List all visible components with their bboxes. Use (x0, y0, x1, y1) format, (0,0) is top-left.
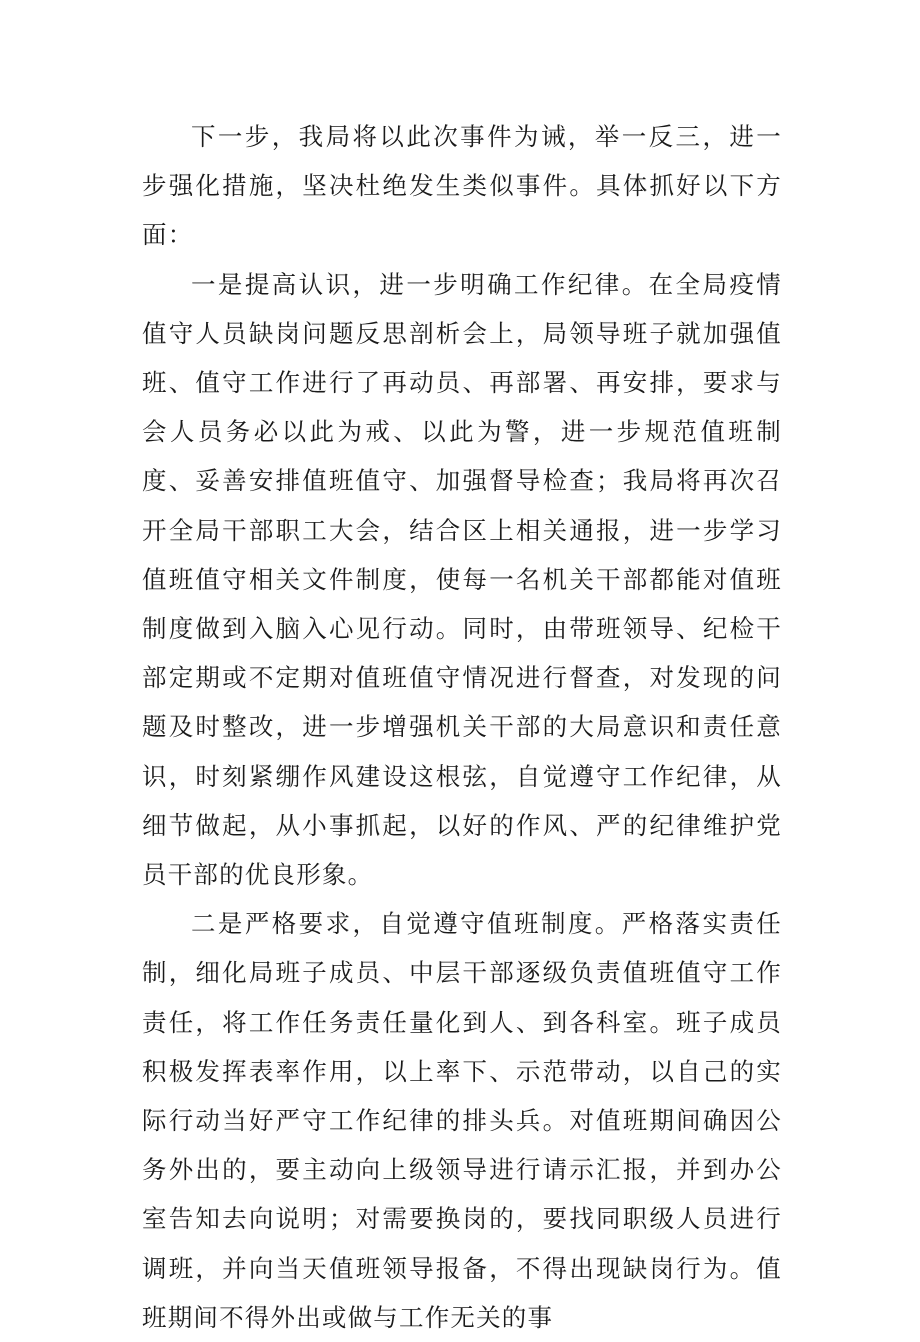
paragraph-point-one: 一是提高认识，进一步明确工作纪律。在全局疫情值守人员缺岗问题反思剖析会上，局领导班子就加强值班、值守工作进行了再动员、再部署、再安排，要求与会人员务必以此为戒、以此为警，进一步规范值班制度、妥善安排值班值守、加强督导检查；我局将再次召开全局干部职工大会，结合区上相关通报，进一步学习值班值守相关文件制度，使每一名机关干部都能对值班制度做到入脑入心见行动。同时，由带班领导、纪检干部定期或不定期对值班值守情况进行督查，对发现的问题及时整改，进一步增强机关干部的大局意识和责任意识，时刻紧绷作风建设这根弦，自觉遵守工作纪律，从细节做起，从小事抓起，以好的作风、严的纪律维护党员干部的优良形象。 (142, 269, 782, 890)
paragraph-next-steps: 下一步，我局将以此次事件为诫，举一反三，进一步强化措施，坚决杜绝发生类似事件。具体抓好以下方面： (142, 122, 782, 250)
paragraph-point-two: 二是严格要求，自觉遵守值班制度。严格落实责任制，细化局班子成员、中层干部逐级负责值班值守工作责任，将工作任务责任量化到人、到各科室。班子成员积极发挥表率作用，以上率下、示范带动，以自己的实际行动当好严守工作纪律的排头兵。对值班期间确因公务外出的，要主动向上级领导进行请示汇报，并到办公室告知去向说明；对需要换岗的，要找同职级人员进行调班，并向当天值班领导报备，不得出现缺岗行为。值班期间不得外出或做与工作无关的事 (142, 909, 782, 1332)
document-body (142, 112, 782, 1342)
